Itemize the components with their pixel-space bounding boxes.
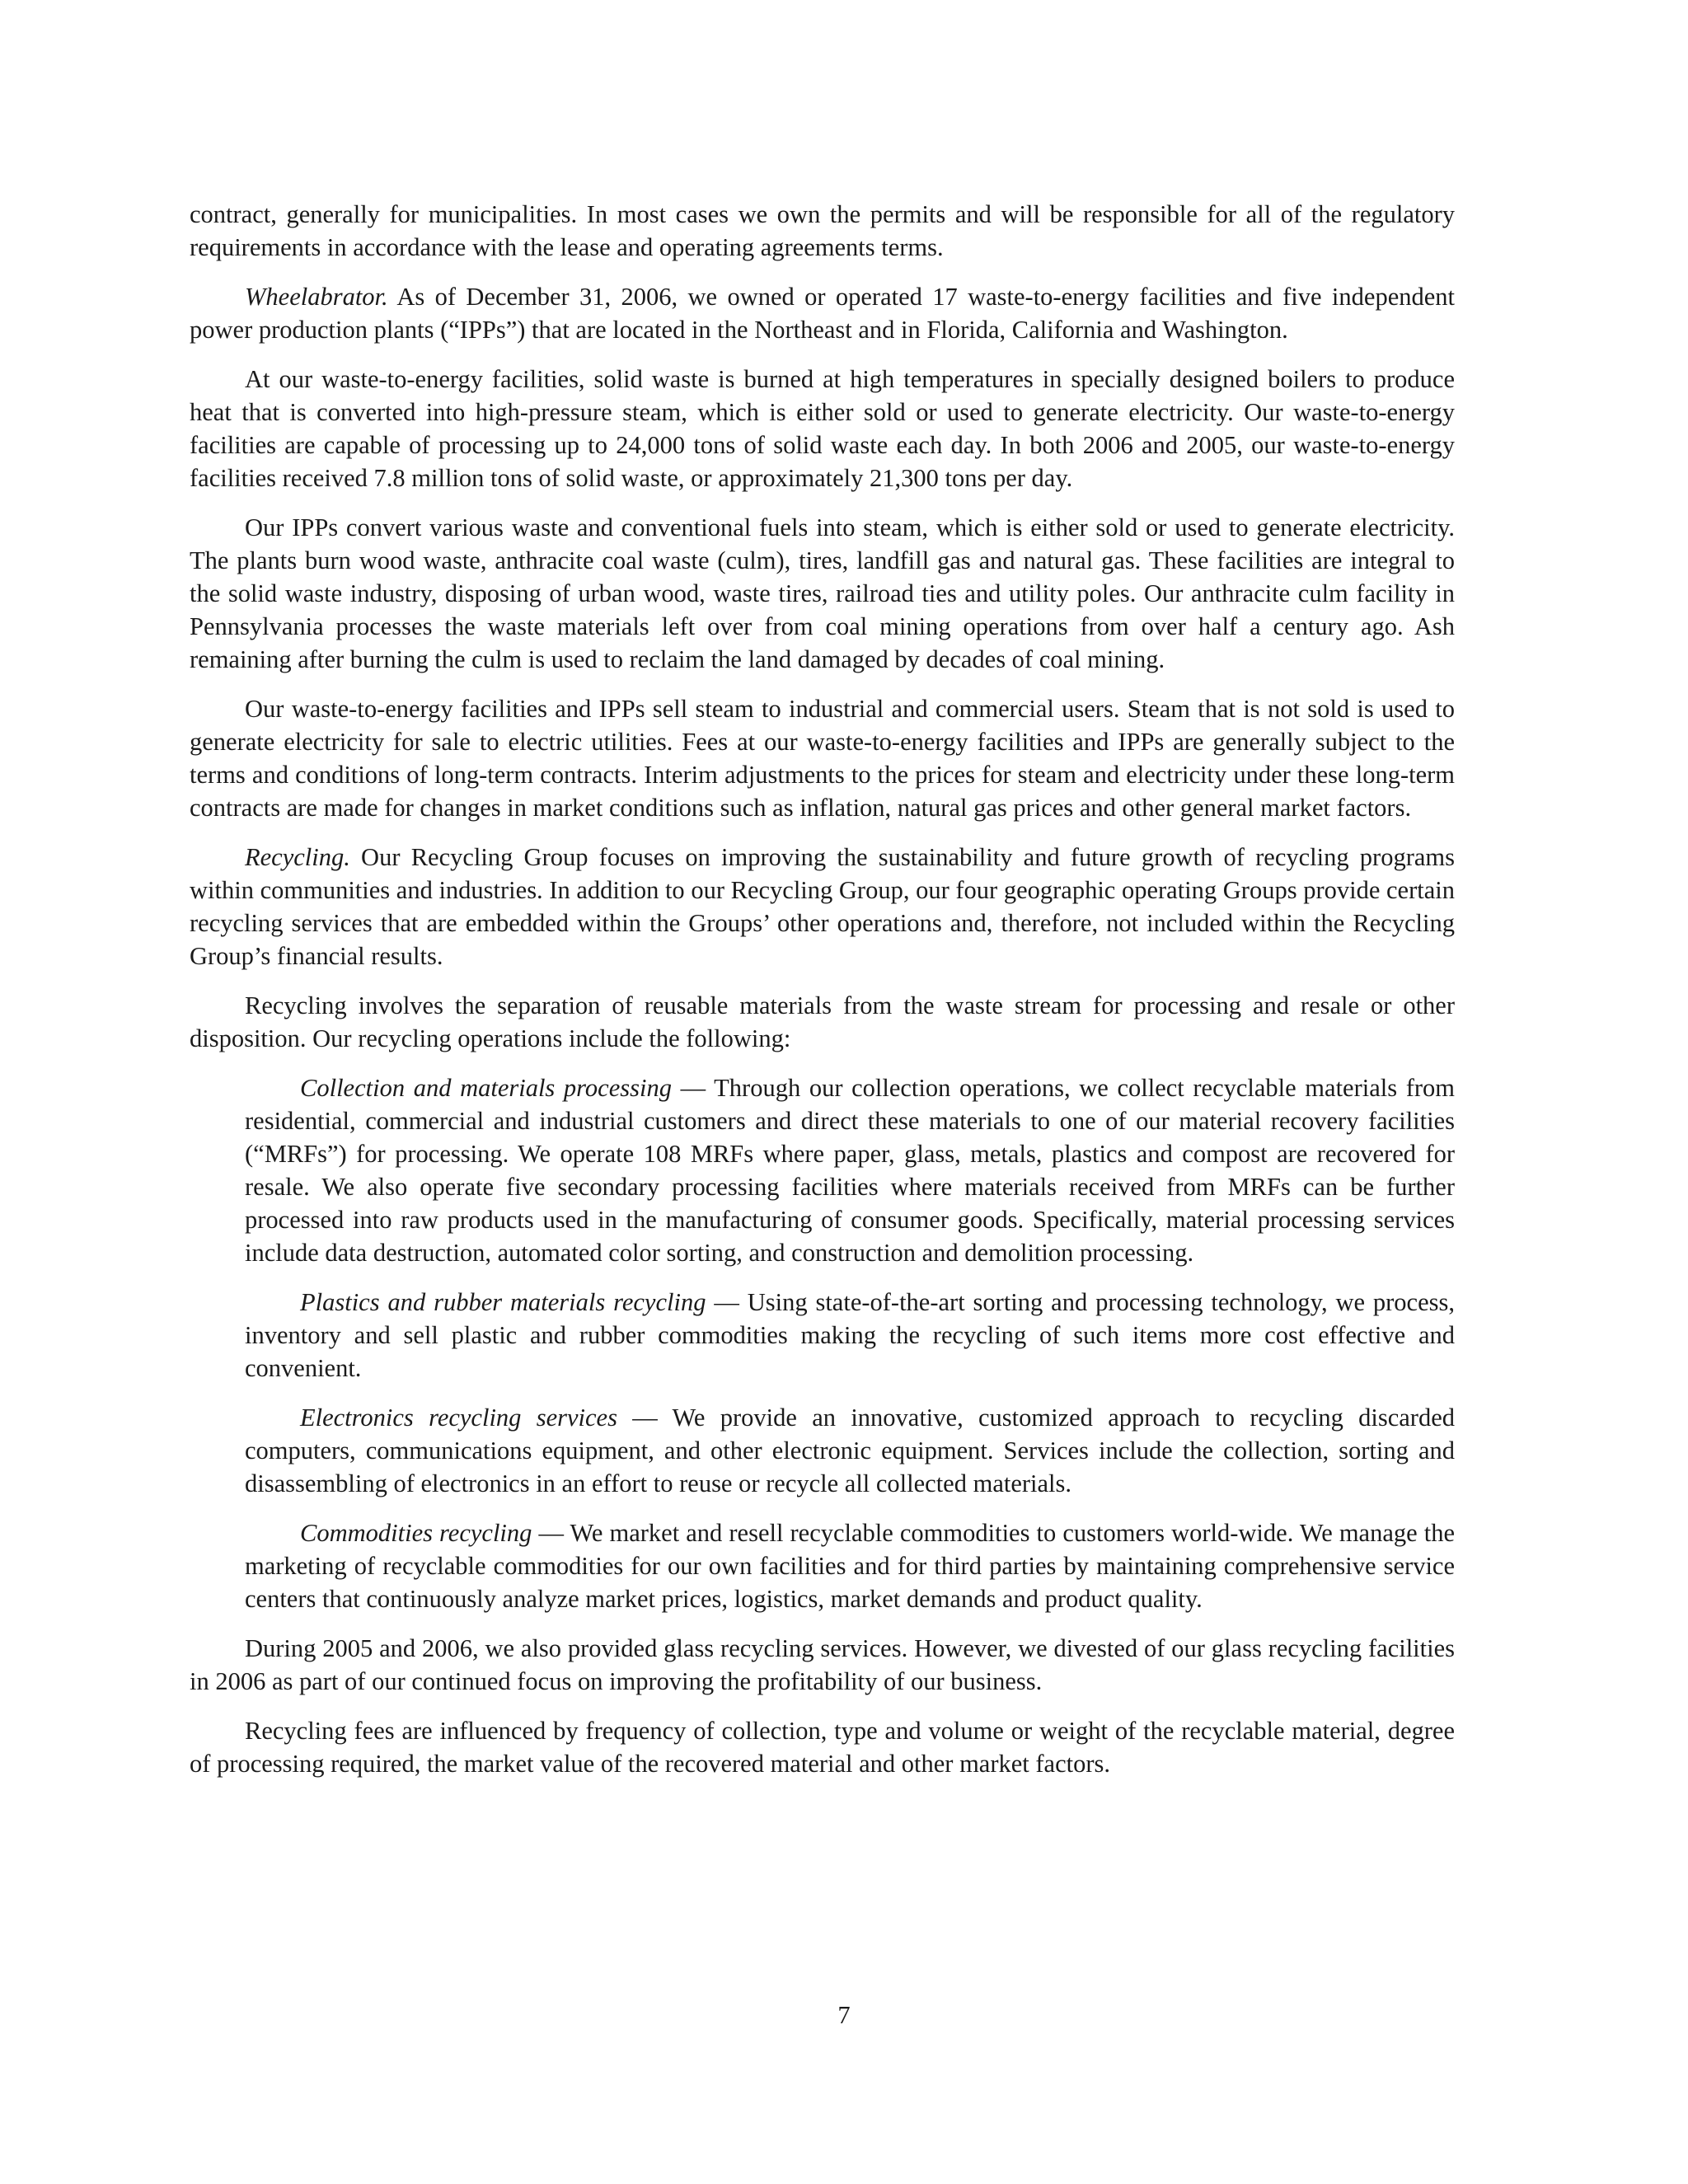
page-number: 7	[837, 2001, 851, 2029]
paragraph-wheelabrator	[190, 280, 1455, 346]
paragraph-steam-sales: Our waste-to-energy facilities and IPPs sell steam to industrial and commercial users. Steam that is not sold is used to generate electricity for sale to electric utilities. Fees at our waste-to-energy facilities and IPPs are generally subject to the terms and conditions of long-term contracts. Interim adjustments to the prices for steam and electricity under these long-term contracts are made for changes in market conditions such as inflation, natural gas prices and other general market factors.	[190, 695, 1455, 822]
paragraph-text-recycling: Our Recycling Group focuses on improving the sustainability and future growth of recycling programs within communities and industries. In addition to our Recycling Group, our four geographic operating Groups provide certain recycling services that are embedded within the Groups’ other operations and, therefore, not included within the Recycling Group’s financial results.	[190, 843, 1455, 970]
paragraph-recycling-fees: Recycling fees are influenced by frequency of collection, type and volume or weight of the recyclable material, degree of processing required, the market value of the recovered material and other market factors.	[190, 1717, 1455, 1778]
paragraph-lead-recycling: Recycling.	[245, 843, 350, 871]
recycling-operations-list	[190, 1071, 1455, 1615]
list-item-lead: Commodities recycling	[300, 1519, 532, 1547]
list-item	[245, 1401, 1455, 1500]
paragraph-continuation: contract, generally for municipalities. In most cases we own the permits and will be responsible for all of the regulatory requirements in accordance with the lease and operating agreements terms.	[190, 200, 1455, 261]
paragraph-glass-recycling: During 2005 and 2006, we also provided glass recycling services. However, we divested of our glass recycling facilities in 2006 as part of our continued focus on improving the profitability of our business.	[190, 1634, 1455, 1695]
document-body	[190, 198, 1455, 1797]
list-item-text: — We market and resell recyclable commodities to customers world-wide. We manage the marketing of recyclable commodities for our own facilities and for third parties by maintaining comprehensive service centers that continuously analyze market prices, logistics, market demands and product quality.	[245, 1519, 1456, 1613]
list-item-text: — Through our collection operations, we collect recyclable materials from residential, commercial and industrial customers and direct these materials to one of our material recovery facilities (“MRFs”) for processing. We operate 108 MRFs where paper, glass, metals, plastics and compost are recovered for resale. We also operate five secondary processing facilities where materials received from MRFs can be further processed into raw products used in the manufacturing of consumer goods. Specifically, material processing services include data destruction, automated color sorting, and construction and demolition processing.	[245, 1074, 1455, 1267]
paragraph-lead-wheelabrator: Wheelabrator.	[245, 283, 388, 311]
paragraph-waste-to-energy: At our waste-to-energy facilities, solid waste is burned at high temperatures in specially designed boilers to produce heat that is converted into high-pressure steam, which is either sold or used to generate electricity. Our waste-to-energy facilities are capable of processing up to 24,000 tons of solid waste each day. In both 2006 and 2005, our waste-to-energy facilities received 7.8 million tons of solid waste, or approximately 21,300 tons per day.	[190, 365, 1455, 492]
list-item-lead: Collection and materials processing	[300, 1074, 672, 1102]
list-item-lead: Plastics and rubber materials recycling	[300, 1288, 706, 1316]
paragraph-recycling-overview: Recycling involves the separation of reusable materials from the waste stream for processing and resale or other disposition. Our recycling operations include the following:	[190, 991, 1455, 1052]
list-item-text: — Using state-of-the-art sorting and processing technology, we process, inventory and sell plastic and rubber commodities making the recycling of such items more cost effective and convenient.	[245, 1288, 1455, 1382]
list-item-text: — We provide an innovative, customized approach to recycling discarded computers, communications equipment, and other electronic equipment. Services include the collection, sorting and disassembling of electronics in an effort to reuse or recycle all collected materials.	[245, 1404, 1455, 1497]
list-item	[245, 1286, 1455, 1385]
list-item	[245, 1071, 1455, 1269]
paragraph-recycling	[190, 841, 1455, 972]
list-item	[245, 1516, 1455, 1615]
list-item-lead: Electronics recycling services	[300, 1404, 617, 1432]
paragraph-ipps: Our IPPs convert various waste and conventional fuels into steam, which is either sold or used to generate electricity. The plants burn wood waste, anthracite coal waste (culm), tires, landfill gas and natural gas. These facilities are integral to the solid waste industry, disposing of urban wood, waste tires, railroad ties and utility poles. Our anthracite culm facility in Pennsylvania processes the waste materials left over from coal mining operations from over half a century ago. Ash remaining after burning the culm is used to reclaim the land damaged by decades of coal mining.	[190, 513, 1455, 673]
paragraph-text-wheelabrator: As of December 31, 2006, we owned or operated 17 waste-to-energy facilities and five independent power production plants (“IPPs”) that are located in the Northeast and in Florida, California and Washington.	[190, 283, 1455, 344]
